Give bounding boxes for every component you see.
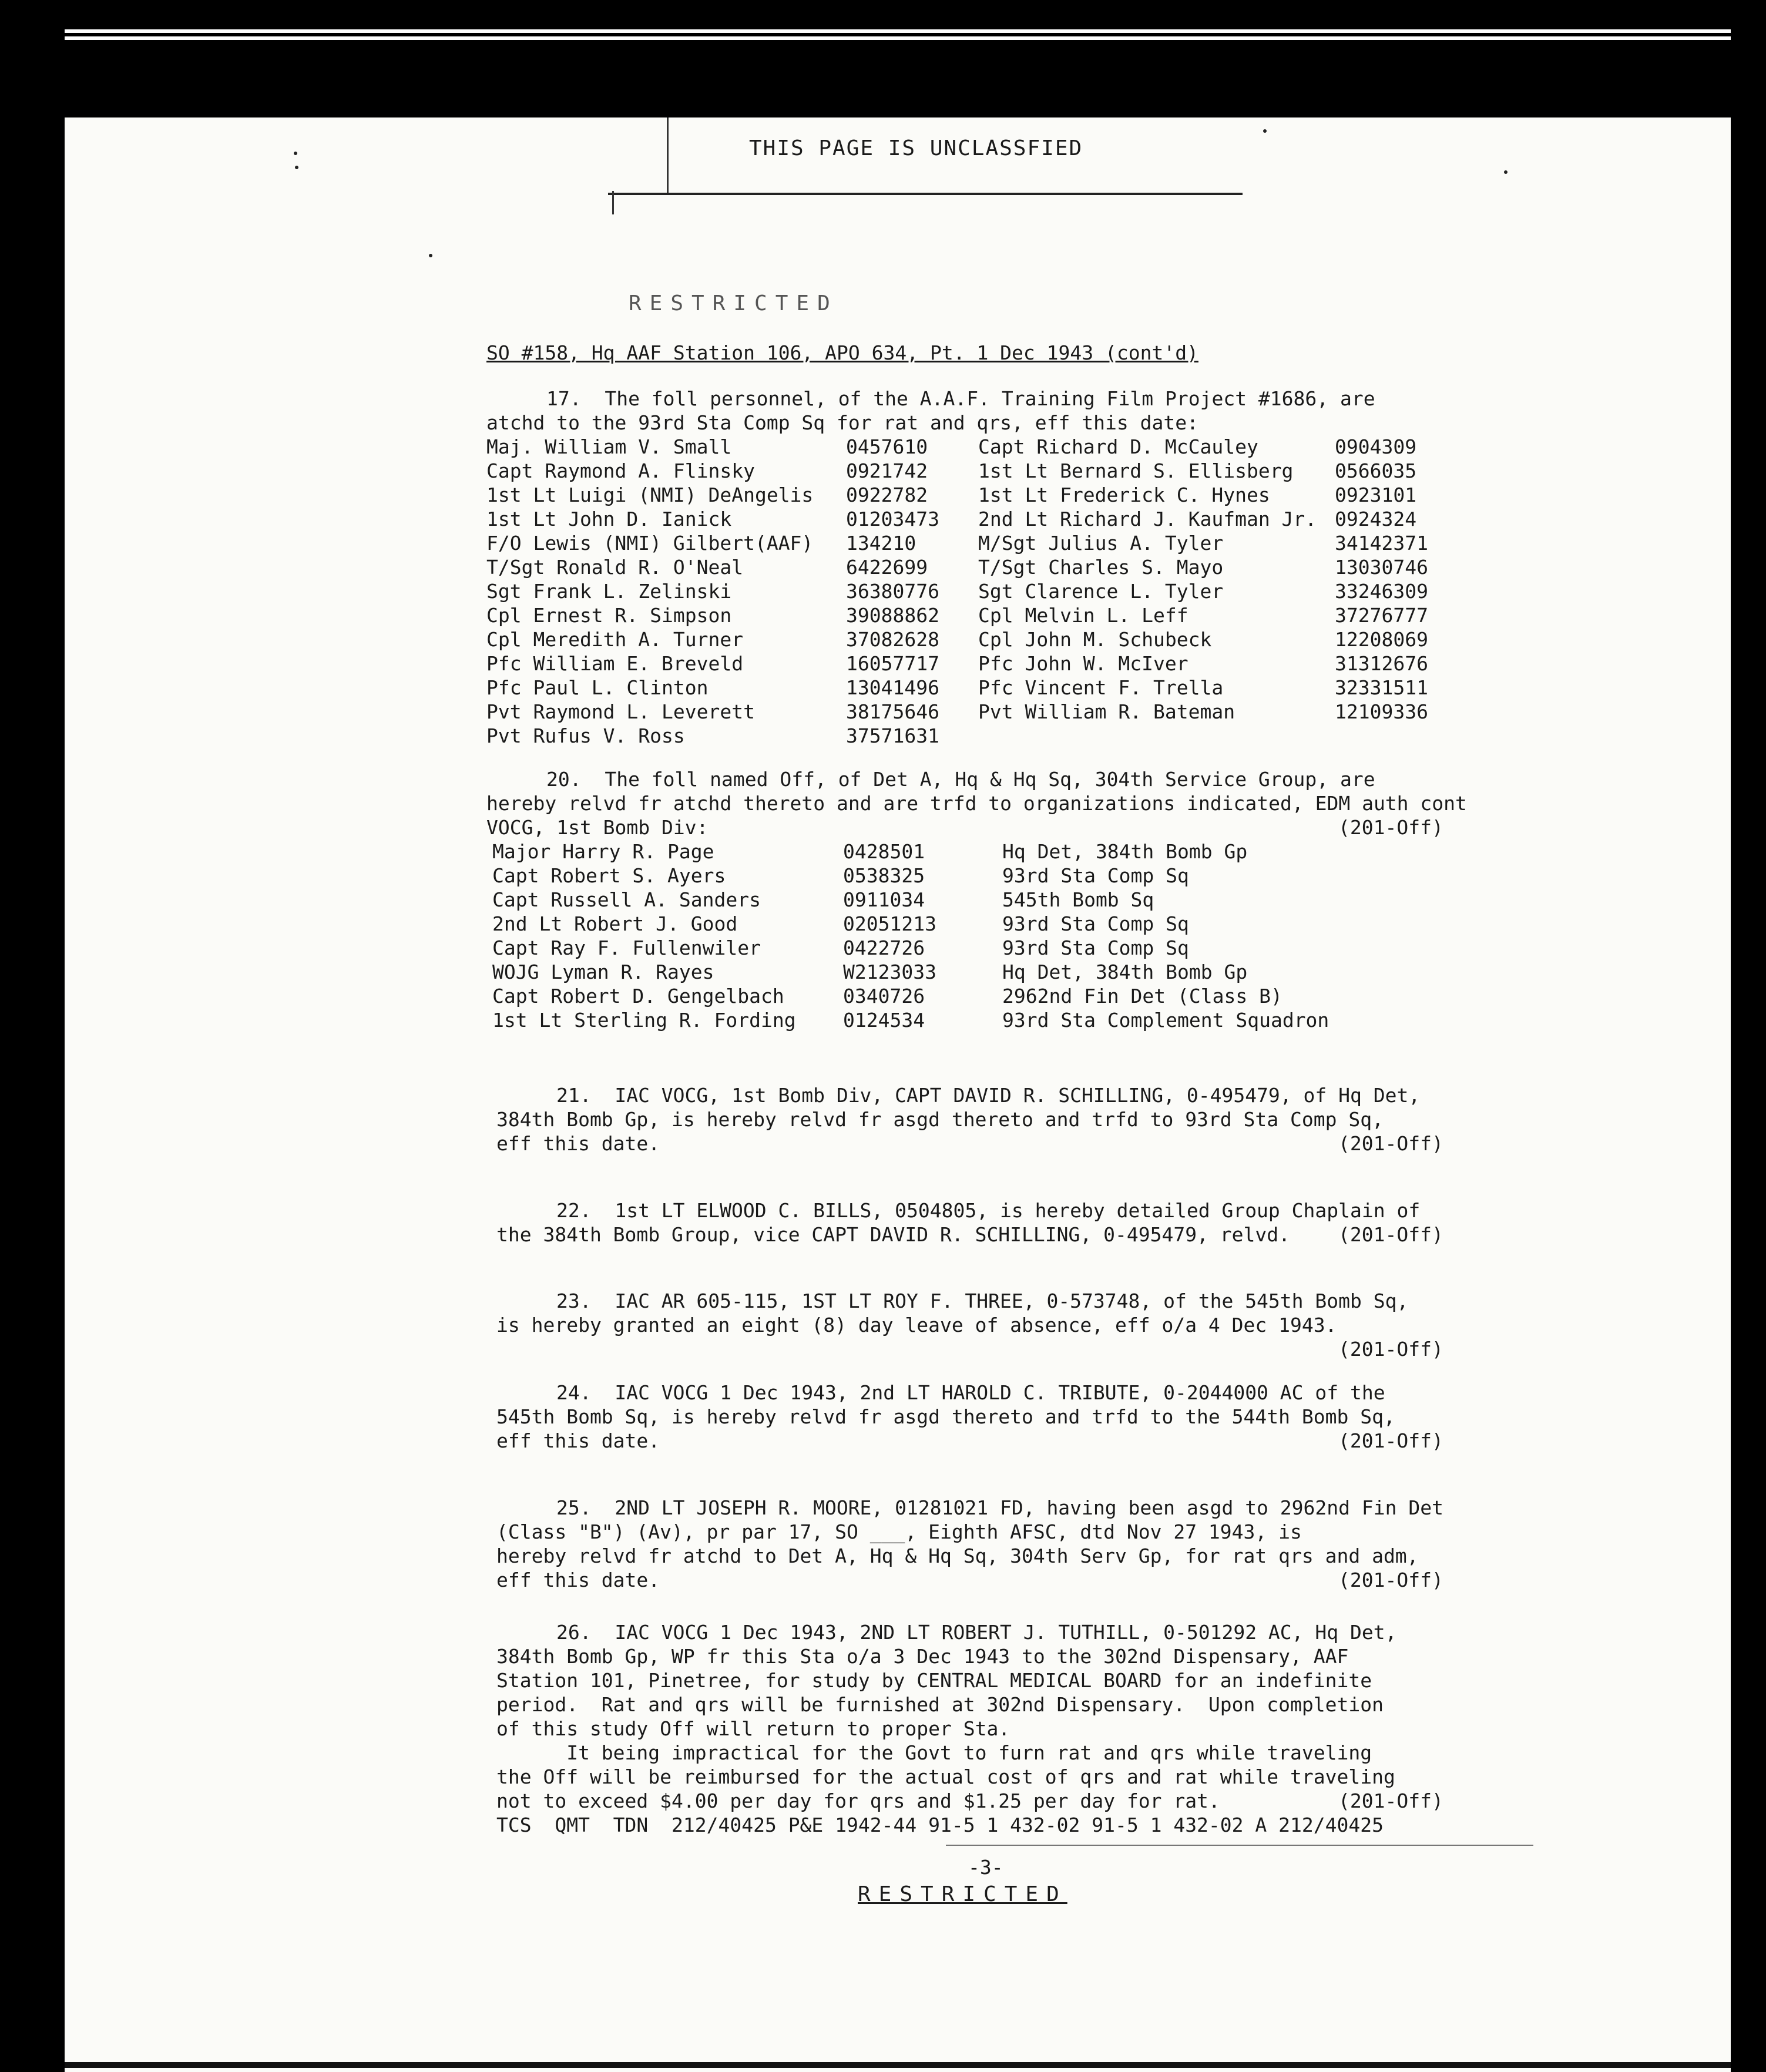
scan-right-border [1731,0,1766,2072]
transfer-names [492,839,796,1032]
para17-line: atchd to the 93rd Sta Comp Sq for rat and qrs, eff this date: [486,411,1198,434]
roster-serial: 13041496 [846,676,939,699]
roster-left-names [486,435,813,748]
para17-line: 17. The foll personnel, of the A.A.F. Training Film Project #1686, are [546,387,1375,410]
para26-line: 26. IAC VOCG 1 Dec 1943, 2ND LT ROBERT J. TUTHILL, 0-501292 AC, Hq Det, [556,1621,1397,1644]
roster-name: Capt Raymond A. Flinsky [486,459,755,482]
roster-serial: 37571631 [846,724,939,747]
para26-line: Station 101, Pinetree, for study by CENTRAL MEDICAL BOARD for an indefinite [496,1669,1372,1692]
para25-line: hereby relvd fr atchd to Det A, Hq & Hq Sq, 304th Serv Gp, for rat qrs and adm, [496,1544,1419,1567]
roster-serial: 12208069 [1335,628,1428,651]
scan-speck [1263,129,1267,133]
paragraph-23 [496,1289,1408,1337]
roster-name: Pvt Raymond L. Leverett [486,700,755,723]
roster-right-serials [1335,435,1428,724]
transfer-unit: Hq Det, 384th Bomb Gp [1002,840,1248,863]
roster-serial: 134210 [846,532,916,555]
paragraph-20 [486,767,1467,839]
stamp-bracket-left [667,117,669,194]
para23-line: 23. IAC AR 605-115, 1ST LT ROY F. THREE, 0-573748, of the 545th Bomb Sq, [556,1289,1409,1312]
transfer-unit: 545th Bomb Sq [1002,888,1154,911]
para26-line: period. Rat and qrs will be furnished at 302nd Dispensary. Upon completion [496,1693,1384,1716]
transfer-serial: 0911034 [843,888,925,911]
scan-speck [295,166,298,169]
scan-speck [294,152,297,155]
scan-speck [429,254,432,257]
para20-line: VOCG, 1st Bomb Div: [486,816,709,839]
roster-name: 1st Lt John D. Ianick [486,508,732,530]
scan-speck [1504,170,1508,174]
roster-name: Pfc Vincent F. Trella [978,676,1224,699]
para20-code: (201-Off) [1338,816,1443,839]
scan-top-lines [0,29,1766,53]
para26-line: 384th Bomb Gp, WP fr this Sta o/a 3 Dec 1943 to the 302nd Dispensary, AAF [496,1645,1349,1668]
order-header: SO #158, Hq AAF Station 106, APO 634, Pt. 1 Dec 1943 (cont'd) [486,341,1198,364]
roster-serial: 16057717 [846,652,939,675]
roster-serial: 0457610 [846,435,928,458]
paragraph-26 [496,1620,1396,1813]
roster-name: Capt Richard D. McCauley [978,435,1258,458]
roster-serial: 01203473 [846,508,939,530]
roster-left-serials [846,435,939,748]
para25-line: 25. 2ND LT JOSEPH R. MOORE, 01281021 FD, having been asgd to 2962nd Fin Det [556,1496,1443,1519]
page-number: -3- [968,1856,1003,1879]
roster-name: Pfc Paul L. Clinton [486,676,709,699]
roster-serial: 32331511 [1335,676,1428,699]
para22-line: the 384th Bomb Group, vice CAPT DAVID R. SCHILLING, 0-495479, relvd. [496,1223,1291,1246]
roster-name: 1st Lt Bernard S. Ellisberg [978,459,1294,482]
roster-name: Sgt Frank L. Zelinski [486,580,732,603]
para25-line: eff this date. [496,1569,660,1591]
roster-serial: 38175646 [846,700,939,723]
roster-serial: 12109336 [1335,700,1428,723]
scan-left-border [0,0,65,2072]
para25-line: (Class "B") (Av), pr par 17, SO ___, Eighth AFSC, dtd Nov 27 1943, is [496,1520,1302,1543]
transfer-serial: 0422726 [843,936,925,959]
transfer-name: WOJG Lyman R. Rayes [492,961,714,983]
para26-line: It being impractical for the Govt to furn rat and qrs while traveling [496,1741,1372,1764]
roster-serial: 36380776 [846,580,939,603]
roster-name: Pfc John W. McIver [978,652,1188,675]
transfer-units [1002,839,1329,1032]
transfer-name: Capt Ray F. Fullenwiler [492,936,761,959]
roster-name: T/Sgt Charles S. Mayo [978,556,1224,579]
para25-code: (201-Off) [1338,1569,1443,1591]
para20-line: 20. The foll named Off, of Det A, Hq & Hq Sq, 304th Service Group, are [546,768,1375,791]
roster-serial: 33246309 [1335,580,1428,603]
transfer-unit: 93rd Sta Comp Sq [1002,864,1189,887]
para23-line: is hereby granted an eight (8) day leave of absence, eff o/a 4 Dec 1943. [496,1314,1337,1336]
roster-serial: 0923101 [1335,483,1417,506]
roster-name: Cpl Melvin L. Leff [978,604,1188,627]
scan-top-border [0,0,1766,117]
signature-rule [946,1845,1533,1846]
transfer-name: Capt Russell A. Sanders [492,888,761,911]
roster-serial: 31312676 [1335,652,1428,675]
paragraph-17 [486,387,1375,435]
para21-line: 21. IAC VOCG, 1st Bomb Div, CAPT DAVID R. SCHILLING, 0-495479, of Hq Det, [556,1084,1421,1107]
roster-serial: 0922782 [846,483,928,506]
stamp-bracket-small [612,191,614,214]
transfer-unit: 93rd Sta Complement Squadron [1002,1009,1329,1032]
roster-serial: 0904309 [1335,435,1417,458]
roster-name: Pvt William R. Bateman [978,700,1235,723]
roster-serial: 13030746 [1335,556,1428,579]
transfer-unit: Hq Det, 384th Bomb Gp [1002,961,1248,983]
transfer-name: 1st Lt Sterling R. Fording [492,1009,796,1032]
transfer-unit: 93rd Sta Comp Sq [1002,936,1189,959]
document-page [65,117,1731,2072]
transfer-name: Capt Robert S. Ayers [492,864,726,887]
para24-line: 24. IAC VOCG 1 Dec 1943, 2nd LT HAROLD C. TRIBUTE, 0-2044000 AC of the [556,1381,1385,1404]
roster-name: Cpl John M. Schubeck [978,628,1212,651]
restricted-marking-top: RESTRICTED [629,291,838,315]
paragraph-24 [496,1381,1395,1453]
para21-line: eff this date. [496,1132,660,1155]
transfer-serial: 0428501 [843,840,925,863]
transfer-unit: 2962nd Fin Det (Class B) [1002,985,1282,1008]
paragraph-25 [496,1496,1443,1592]
roster-name: F/O Lewis (NMI) Gilbert(AAF) [486,532,814,555]
transfer-serial: 02051213 [843,912,936,935]
roster-name: T/Sgt Ronald R. O'Neal [486,556,744,579]
bottom-edge-rule [65,2062,1731,2068]
roster-serial: 0921742 [846,459,928,482]
roster-name: Sgt Clarence L. Tyler [978,580,1224,603]
restricted-marking-bottom: RESTRICTED [858,1882,1067,1906]
para20-line: hereby relvd fr atchd thereto and are trfd to organizations indicated, EDM auth cont [486,792,1467,815]
roster-name: Maj. William V. Small [486,435,732,458]
transfer-serial: 0124534 [843,1009,925,1032]
para26-line: not to exceed $4.00 per day for qrs and $1.25 per day for rat. [496,1789,1220,1812]
para22-line: 22. 1st LT ELWOOD C. BILLS, 0504805, is hereby detailed Group Chaplain of [556,1199,1421,1222]
para26-line: of this study Off will return to proper Sta. [496,1717,1010,1740]
roster-name: 1st Lt Frederick C. Hynes [978,483,1270,506]
paragraph-21 [496,1083,1420,1156]
para24-line: eff this date. [496,1429,660,1452]
para23-code: (201-Off) [1338,1338,1443,1361]
roster-serial: 6422699 [846,556,928,579]
transfer-name: Major Harry R. Page [492,840,714,863]
transfer-name: Capt Robert D. Gengelbach [492,985,784,1008]
para26-line: the Off will be reimbursed for the actual cost of qrs and rat while traveling [496,1765,1395,1788]
roster-name: Pfc William E. Breveld [486,652,744,675]
para24-line: 545th Bomb Sq, is hereby relvd fr asgd thereto and trfd to the 544th Bomb Sq, [496,1405,1395,1428]
roster-serial: 34142371 [1335,532,1428,555]
para26-code: (201-Off) [1338,1789,1443,1812]
roster-name: 2nd Lt Richard J. Kaufman Jr. [978,508,1317,530]
roster-name: 1st Lt Luigi (NMI) DeAngelis [486,483,814,506]
roster-serial: 0566035 [1335,459,1417,482]
transfer-serial: W2123033 [843,961,936,983]
transfer-serials [843,839,936,1032]
roster-name: Cpl Meredith A. Turner [486,628,744,651]
para22-code: (201-Off) [1338,1223,1443,1246]
roster-serial: 37276777 [1335,604,1428,627]
para24-code: (201-Off) [1338,1429,1443,1452]
roster-serial: 39088862 [846,604,939,627]
roster-name: Pvt Rufus V. Ross [486,724,685,747]
classification-header: THIS PAGE IS UNCLASSFIED [749,136,1083,160]
roster-right-names [978,435,1317,724]
transfer-name: 2nd Lt Robert J. Good [492,912,738,935]
roster-serial: 37082628 [846,628,939,651]
roster-serial: 0924324 [1335,508,1417,530]
roster-name: Cpl Ernest R. Simpson [486,604,732,627]
transfer-serial: 0340726 [843,985,925,1008]
para21-code: (201-Off) [1338,1132,1443,1155]
roster-name: M/Sgt Julius A. Tyler [978,532,1224,555]
fund-citation: TCS QMT TDN 212/40425 P&E 1942-44 91-5 1 432-02 91-5 1 432-02 A 212/40425 [496,1814,1384,1836]
transfer-unit: 93rd Sta Comp Sq [1002,912,1189,935]
paragraph-22 [496,1198,1420,1247]
para21-line: 384th Bomb Gp, is hereby relvd fr asgd thereto and trfd to 93rd Sta Comp Sq, [496,1108,1384,1131]
transfer-serial: 0538325 [843,864,925,887]
stamp-underline [608,193,1243,195]
